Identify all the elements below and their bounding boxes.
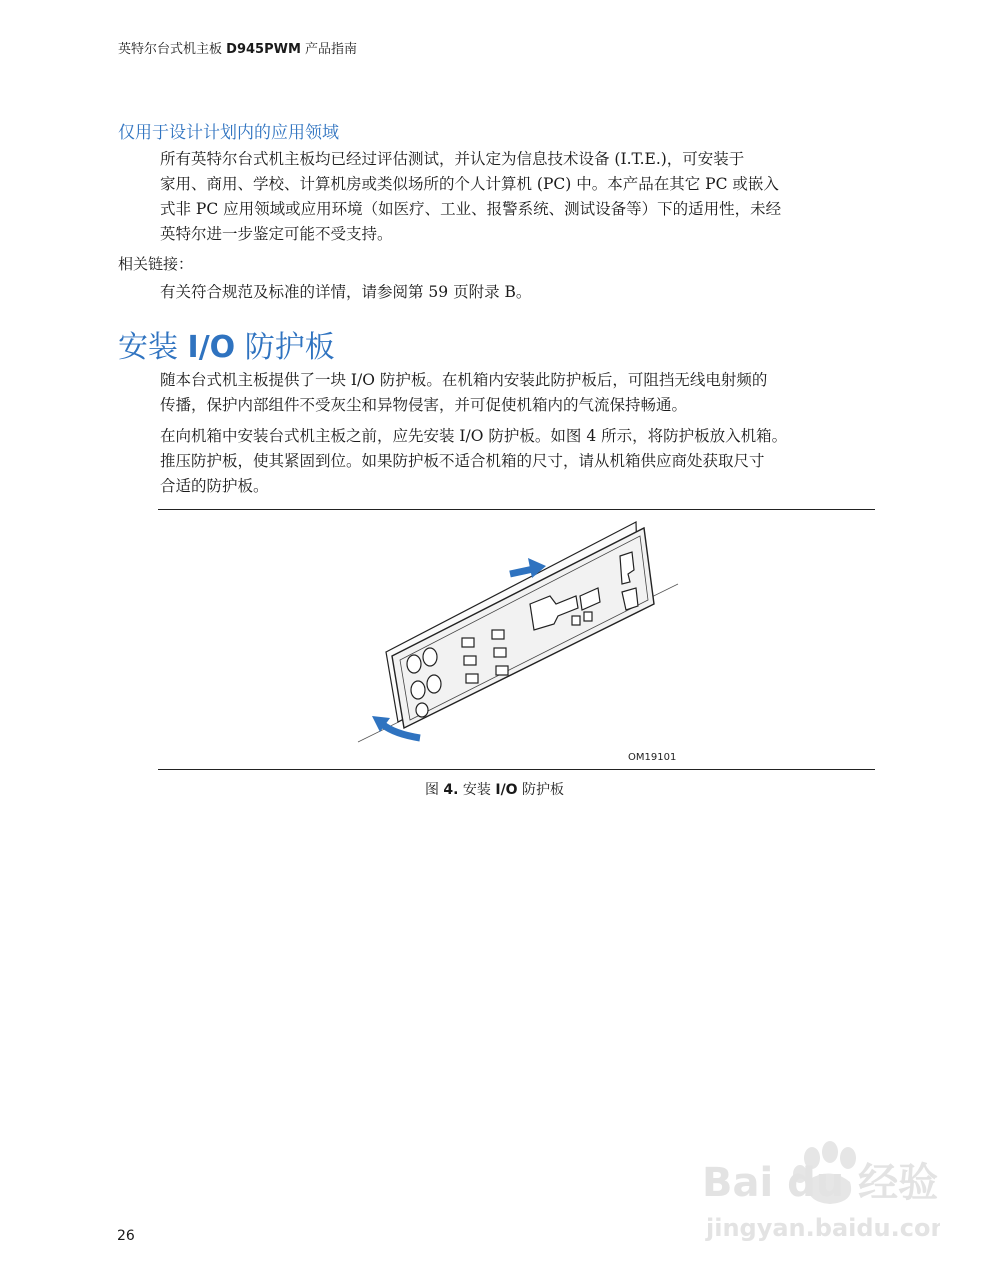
- baidu-paw-logo: [700, 1136, 940, 1246]
- figure-top-rule: [158, 509, 875, 510]
- rotate-arrow-shaft: [382, 724, 420, 738]
- caption-text-prefix: 安装: [462, 782, 491, 798]
- usage-line: 式非 PC 应用领域或应用环境（如医疗、工业、报警系统、测试设备等）下的适用性，未经: [160, 200, 782, 218]
- io-shield-figure: [158, 512, 875, 770]
- related-text: 有关符合规范及标准的详情，请参阅第 59 页附录 B。: [160, 283, 532, 301]
- caption-prefix: 图: [424, 782, 439, 798]
- watermark-url: jingyan.baidu.com: [706, 1214, 940, 1242]
- header-title-suffix: 产品指南: [305, 42, 358, 57]
- figure-code: OM19101: [628, 752, 677, 763]
- install-heading: [118, 322, 335, 366]
- header-model: D945PWM: [226, 42, 301, 57]
- usage-paragraph: [160, 147, 872, 247]
- usage-line: 所有英特尔台式机主板均已经过评估测试，并认定为信息技术设备 (I.T.E.)，可安装于: [160, 150, 745, 168]
- figure-bottom-rule: [158, 769, 875, 770]
- install-heading-suffix: 防护板: [244, 330, 335, 365]
- install-line: 在向机箱中安装台式机主板之前，应先安装 I/O 防护板。如图 4 所示，将防护板放入机箱。: [160, 427, 788, 445]
- page-header: [118, 38, 357, 57]
- page-number: 26: [117, 1228, 135, 1244]
- caption-text-suffix: 防护板: [522, 782, 565, 798]
- watermark-logo: Bai du 经验: [702, 1160, 939, 1206]
- install-heading-bold: I/O: [187, 330, 236, 365]
- header-title-prefix: 英特尔台式机主板: [118, 42, 223, 57]
- usage-heading: 仅用于设计计划内的应用领域: [118, 123, 339, 143]
- install-heading-prefix: 安装: [118, 330, 178, 365]
- caption-number: 4.: [443, 782, 459, 798]
- io-shield-illustration: [158, 512, 875, 770]
- caption-bold: I/O: [495, 782, 518, 798]
- install-line: 推压防护板，使其紧固到位。如果防护板不适合机箱的尺寸，请从机箱供应商处获取尺寸: [160, 452, 765, 470]
- usage-line: 家用、商用、学校、计算机房或类似场所的个人计算机 (PC) 中。本产品在其它 PC 或嵌入: [160, 175, 779, 193]
- related-label: 相关链接：: [118, 255, 194, 273]
- install-paragraph-1: [160, 368, 872, 418]
- install-line: 合适的防护板。: [160, 477, 269, 495]
- install-line: 随本台式机主板提供了一块 I/O 防护板。在机箱内安装此防护板后，可阻挡无线电射频的: [160, 371, 768, 389]
- install-line: 传播，保护内部组件不受灰尘和异物侵害，并可促使机箱内的气流保持畅通。: [160, 396, 688, 414]
- install-paragraph-2: [160, 424, 872, 499]
- figure-caption: [0, 779, 989, 799]
- usage-line: 英特尔进一步鉴定可能不受支持。: [160, 225, 393, 243]
- baidu-watermark: [700, 1136, 940, 1246]
